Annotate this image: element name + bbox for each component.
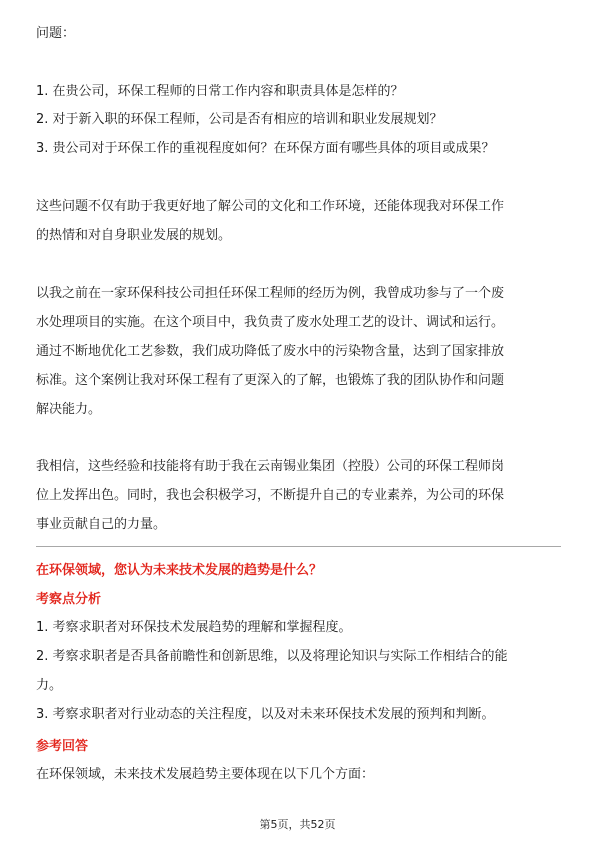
paragraph-line: 位上发挥出色。同时，我也会积极学习，不断提升自己的专业素养，为公司的环保 [36,488,505,503]
question-item: 3. 贵公司对于环保工作的重视程度如何？在环保方面有哪些具体的项目或成果？ [36,141,495,156]
analysis-heading: 考察点分析 [36,592,102,607]
paragraph-line: 水处理项目的实施。在这个项目中，我负责了废水处理工艺的设计、调试和运行。 [36,315,505,330]
paragraph-line: 事业贡献自己的力量。 [36,517,167,532]
question-heading: 在环保领域，您认为未来技术发展的趋势是什么？ [36,563,323,578]
question-item: 2. 对于新入职的环保工程师，公司是否有相应的培训和职业发展规划？ [36,112,443,127]
page-footer: 第5页，共52页 [259,818,336,831]
paragraph-line: 我相信，这些经验和技能将有助于我在云南锡业集团（控股）公司的环保工程师岗 [36,459,505,474]
analysis-item: 力。 [36,678,63,693]
analysis-item: 1. 考察求职者对环保技术发展趋势的理解和掌握程度。 [36,620,352,635]
paragraph-line: 通过不断地优化工艺参数，我们成功降低了废水中的污染物含量，达到了国家排放 [36,344,505,359]
question-item: 1. 在贵公司，环保工程师的日常工作内容和职责具体是怎样的？ [36,84,404,99]
section-divider [36,546,561,547]
analysis-item: 3. 考察求职者对行业动态的关注程度，以及对未来环保技术发展的预判和判断。 [36,707,495,722]
answer-heading: 参考回答 [36,739,89,754]
paragraph-line: 这些问题不仅有助于我更好地了解公司的文化和工作环境，还能体现我对环保工作 [36,199,505,214]
paragraph-line: 以我之前在一家环保科技公司担任环保工程师的经历为例，我曾成功参与了一个废 [36,286,505,301]
answer-intro: 在环保领域，未来技术发展趋势主要体现在以下几个方面： [36,767,375,782]
intro-label: 问题： [36,26,76,41]
paragraph-line: 解决能力。 [36,402,102,417]
paragraph-line: 的热情和对自身职业发展的规划。 [36,228,232,243]
paragraph-line: 标准。这个案例让我对环保工程有了更深入的了解，也锻炼了我的团队协作和问题 [36,373,505,388]
analysis-item: 2. 考察求职者是否具备前瞻性和创新思维，以及将理论知识与实际工作相结合的能 [36,649,508,664]
